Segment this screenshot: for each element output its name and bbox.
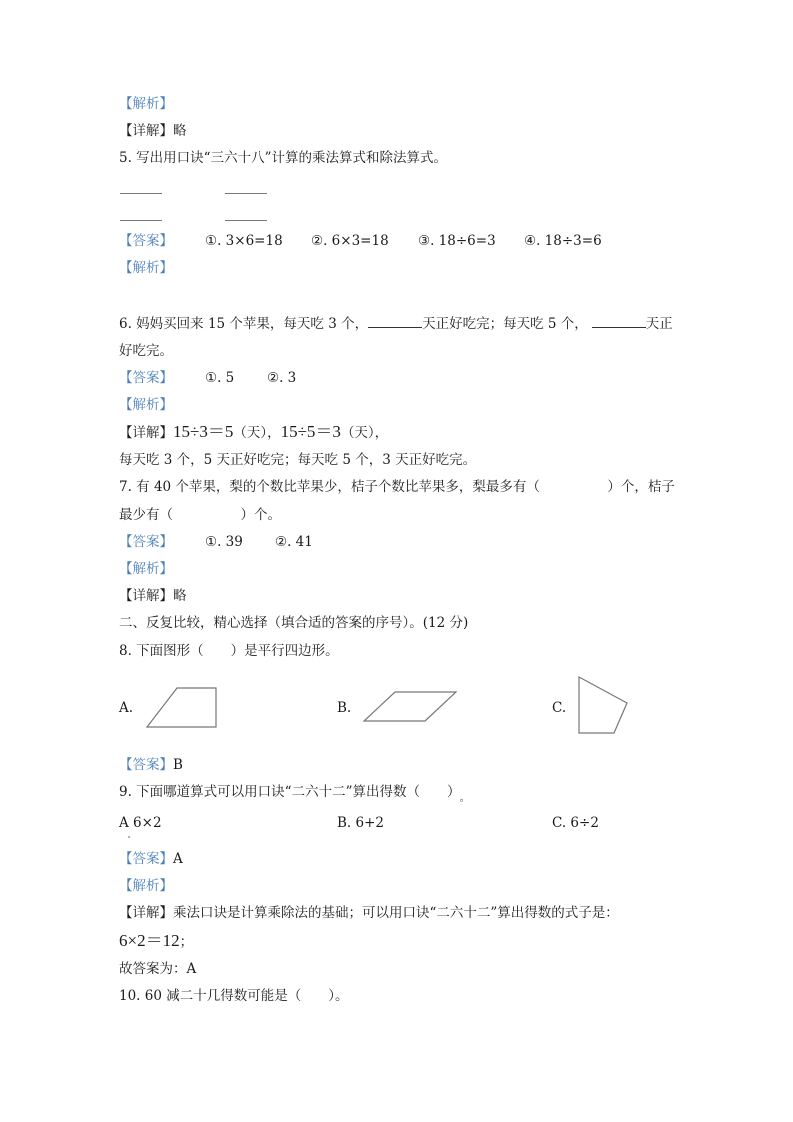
q9-detail-math: 6×2＝12 bbox=[119, 931, 180, 950]
q9-question-text: 9. 下面哪道算式可以用口诀“二六十二”算出得数（ ） bbox=[119, 784, 454, 800]
q5-question: 5. 写出用口诀“三六十八”计算的乘法算式和除法算式。 bbox=[119, 150, 447, 166]
q6-text-part3: 天正 bbox=[645, 316, 673, 332]
q6-analysis-label: 【解析】 bbox=[119, 397, 173, 413]
q7-question-line2: 最少有（ ）个。 bbox=[119, 507, 281, 523]
q8-answer-value: B bbox=[173, 757, 183, 773]
answer-label: 【答案】 bbox=[119, 370, 173, 386]
q6-text-part1: 6. 妈妈买回来 15 个苹果，每天吃 3 个， bbox=[119, 316, 369, 332]
q6-text-part2: 天正好吃完；每天吃 5 个， bbox=[422, 316, 588, 332]
q5-answer-3: ③. 18÷6=3 bbox=[418, 233, 496, 249]
q10-question: 10. 60 减二十几得数可能是（ ）。 bbox=[119, 988, 349, 1004]
q6-answer-2: ②. 3 bbox=[267, 370, 297, 386]
q8-option-a-label: A. bbox=[119, 700, 134, 716]
q7-answer-1: ①. 39 bbox=[205, 534, 243, 550]
q7-question-line1: 7. 有 40 个苹果，梨的个数比苹果少，桔子个数比苹果多，梨最多有（ ）个，桔子 bbox=[119, 479, 675, 495]
q6-detail-math-2: 15÷5＝3 bbox=[280, 422, 341, 441]
q6-detail-unit-2: （天）， bbox=[340, 425, 389, 441]
q9-answer-value: A bbox=[173, 851, 183, 867]
q9-analysis-label: 【解析】 bbox=[119, 878, 173, 894]
q9-option-c: C. 6÷2 bbox=[552, 815, 599, 831]
q9-answer-row bbox=[119, 850, 183, 868]
stray-dot bbox=[128, 836, 130, 838]
detail-label: 【详解】 bbox=[119, 123, 173, 139]
q9-option-b: B. 6+2 bbox=[337, 815, 384, 831]
q8-question: 8. 下面图形（ ）是平行四边形。 bbox=[119, 643, 339, 659]
section-2-title: 二、反复比较，精心选择（填合适的答案的序号）。(12 分) bbox=[119, 615, 469, 631]
answer-label: 【答案】 bbox=[119, 534, 173, 550]
q7-analysis-label: 【解析】 bbox=[119, 561, 173, 577]
pentagon-shape bbox=[579, 677, 627, 733]
q8-answer-row bbox=[119, 756, 183, 774]
detail-label: 【详解】 bbox=[119, 588, 173, 604]
detail-text: 略 bbox=[173, 123, 187, 139]
q6-detail-math-1: 15÷3＝5 bbox=[173, 422, 234, 441]
q9-detail-line1 bbox=[119, 904, 619, 922]
parallelogram-shape bbox=[364, 692, 456, 721]
trapezoid-shape bbox=[147, 688, 216, 727]
q5-analysis-label: 【解析】 bbox=[119, 260, 173, 276]
q6-detail-unit-1: （天）， bbox=[233, 425, 281, 441]
q9-detail-text: 乘法口诀是计算乘除法的基础；可以用口诀“二六十二”算出得数的式子是： bbox=[173, 905, 619, 921]
q9-detail-line2 bbox=[119, 932, 193, 951]
q9-detail-math-end: ； bbox=[179, 934, 194, 950]
answer-label: 【答案】 bbox=[119, 233, 173, 249]
detail-label: 【详解】 bbox=[119, 425, 173, 441]
q8-option-c-label: C. bbox=[552, 700, 567, 716]
answer-label: 【答案】 bbox=[119, 851, 173, 867]
detail-text: 略 bbox=[173, 588, 187, 604]
q6-detail-line2: 每天吃 3 个，5 天正好吃完；每天吃 5 个，3 天正好吃完。 bbox=[119, 452, 477, 468]
answer-label: 【答案】 bbox=[119, 757, 173, 773]
q5-answer-4: ④. 18÷3=6 bbox=[524, 233, 602, 249]
q9-question-end: 。 bbox=[459, 793, 470, 804]
q5-answer-2: ②. 6×3=18 bbox=[311, 233, 389, 249]
q5-answer-1: ①. 3×6=18 bbox=[205, 233, 283, 249]
q9-conclusion: 故答案为：A bbox=[119, 961, 197, 977]
q6-question-line2: 好吃完。 bbox=[119, 343, 173, 359]
q9-question bbox=[119, 783, 470, 803]
detail-label: 【详解】 bbox=[119, 905, 173, 921]
q9-option-a: A 6×2 bbox=[119, 815, 162, 831]
analysis-label: 【解析】 bbox=[119, 96, 173, 112]
q6-answer-1: ①. 5 bbox=[205, 370, 235, 386]
q8-option-b-label: B. bbox=[337, 700, 352, 716]
q7-answer-2: ②. 41 bbox=[275, 534, 313, 550]
